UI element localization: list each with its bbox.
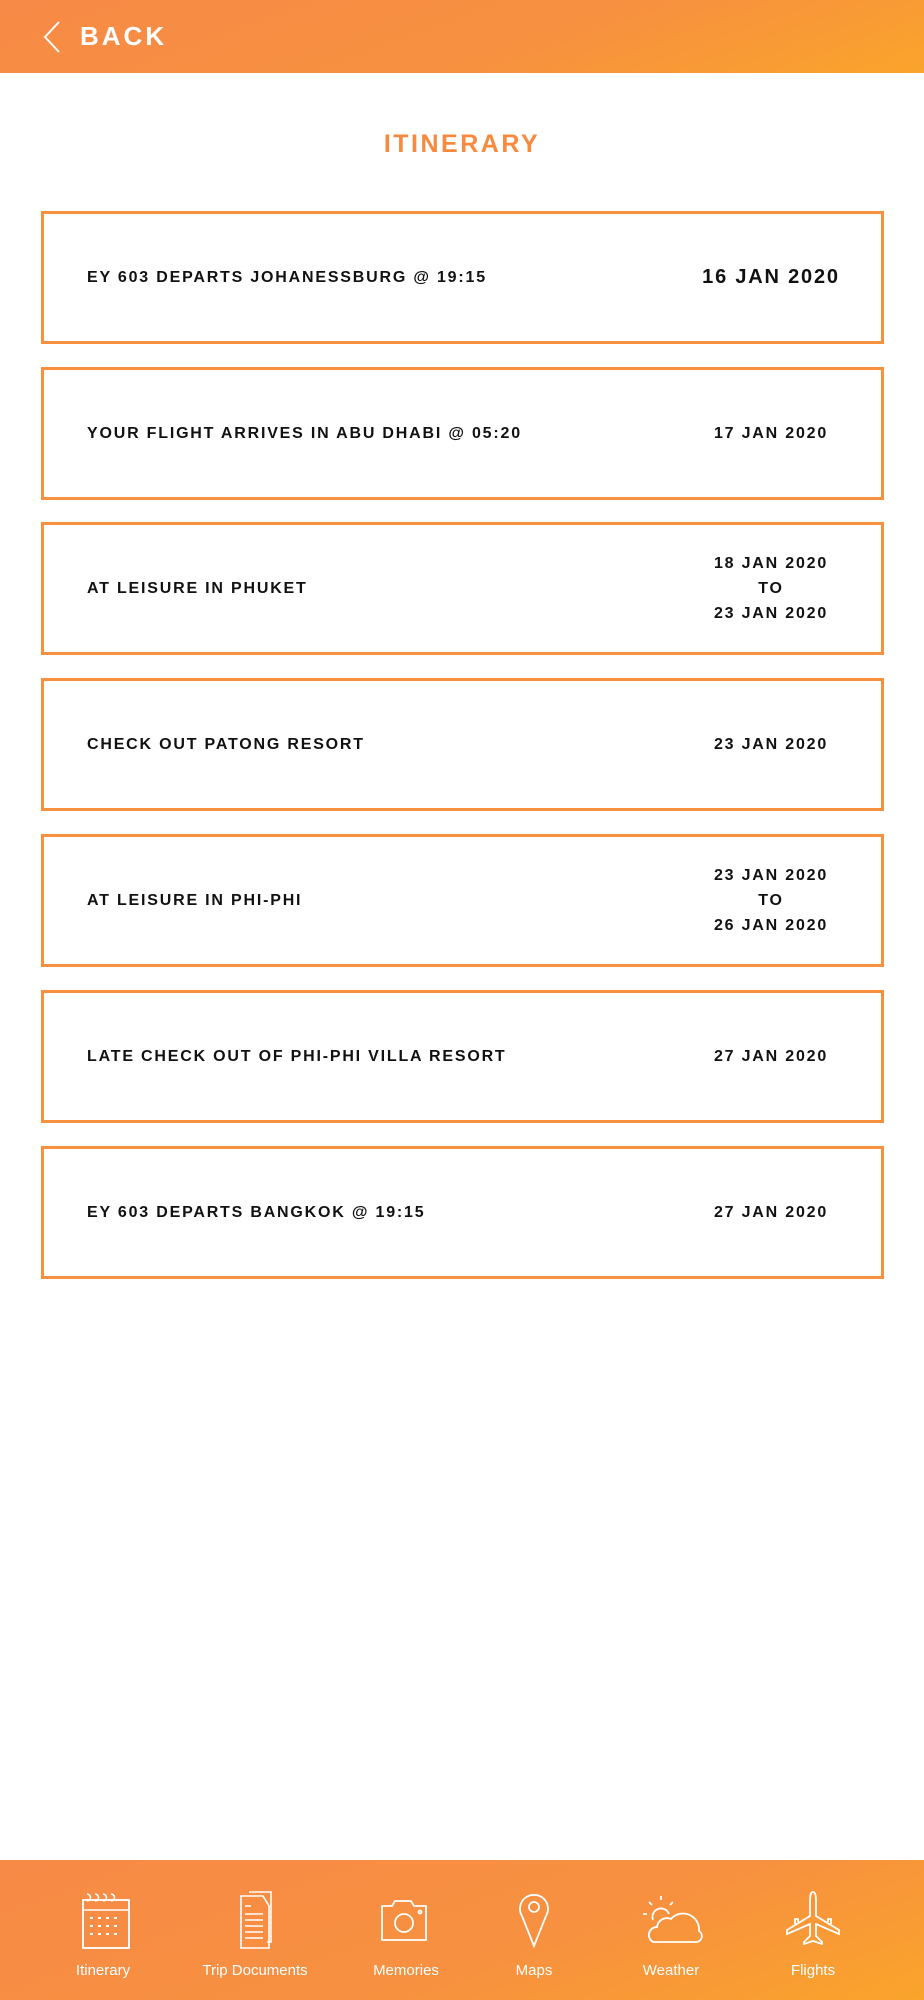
item-date: 23 JAN 2020 [713,736,829,753]
date-from: 23 JAN 2020 [713,867,829,884]
item-date-range [671,551,871,626]
nav-label: Trip Documents [202,1962,308,1979]
page-title: ITINERARY [383,130,541,158]
nav-flights[interactable] [743,1860,883,1979]
item-description: CHECK OUT PATONG RESORT [87,735,365,753]
date-to: 23 JAN 2020 [713,605,829,622]
weather-icon [639,1890,703,1950]
nav-weather[interactable] [601,1860,741,1979]
item-date: 16 JAN 2020 [702,266,840,288]
airplane-icon [781,1890,845,1950]
itinerary-item[interactable] [41,834,884,967]
map-pin-icon [502,1890,566,1950]
itinerary-item[interactable] [41,367,884,500]
back-button[interactable] [42,20,167,54]
nav-maps[interactable] [464,1860,604,1979]
item-description: EY 603 DEPARTS JOHANESSBURG @ 19:15 [87,268,487,286]
nav-label: Maps [515,1962,553,1979]
nav-label: Flights [790,1962,836,1979]
nav-label: Weather [642,1962,700,1979]
item-date: 17 JAN 2020 [713,425,829,442]
date-to-label: TO [758,580,784,597]
calendar-icon [71,1890,135,1950]
item-date: 27 JAN 2020 [713,1048,829,1065]
document-icon [223,1890,287,1950]
nav-memories[interactable] [336,1860,476,1979]
itinerary-item[interactable] [41,1146,884,1279]
item-description: AT LEISURE IN PHUKET [87,579,308,597]
item-description: AT LEISURE IN PHI-PHI [87,891,303,909]
item-description: EY 603 DEPARTS BANGKOK @ 19:15 [87,1203,426,1221]
itinerary-item[interactable] [41,211,884,344]
nav-label: Memories [373,1962,439,1979]
itinerary-item[interactable] [41,990,884,1123]
chevron-left-icon [42,20,62,54]
header [0,0,924,73]
itinerary-item[interactable] [41,522,884,655]
date-from: 18 JAN 2020 [713,555,829,572]
bottom-nav [0,1860,924,2000]
nav-label: Itinerary [75,1962,131,1979]
item-date: 27 JAN 2020 [713,1204,829,1221]
camera-icon [374,1890,438,1950]
nav-itinerary[interactable] [33,1860,173,1979]
back-label: BACK [80,21,168,51]
item-description: LATE CHECK OUT OF PHI-PHI VILLA RESORT [87,1047,507,1065]
item-date-range [671,863,871,938]
date-to-label: TO [758,892,784,909]
item-description: YOUR FLIGHT ARRIVES IN ABU DHABI @ 05:20 [87,424,522,442]
nav-trip-documents[interactable] [185,1860,325,1979]
itinerary-item[interactable] [41,678,884,811]
date-to: 26 JAN 2020 [713,917,829,934]
